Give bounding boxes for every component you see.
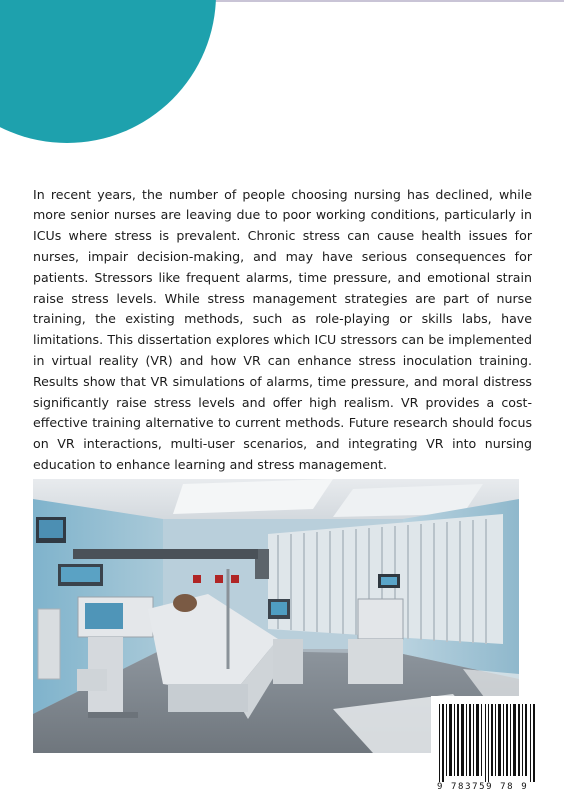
isbn-number: 9 783759 78 9 <box>437 782 529 792</box>
barcode-bars <box>439 704 535 782</box>
back-cover-blurb: In recent years, the number of people choosing nursing has declined, while more senior nurses are leaving due to poor working conditions, particularly in ICUs where stress is prevalent. Chronic stress can cause health issues for nurses, impair decision-making, and may have serious consequences for patients. Stressors like frequent alarms, time pressure, and emotional strain raise stress levels. While stress management strategies are part of nurse training, the existing methods, such as role-playing or skills labs, have limitations. This dissertation explores which ICU stressors can be implemented in virtual reality (VR) and how VR can enhance stress inoculation training. Results show that VR simulations of alarms, time pressure, and moral distress significantly raise stress levels and offer high realism. VR provides a cost-effective training alternative to current methods. Future research should focus on VR interactions, multi-user scenarios, and integrating VR into nursing education to enhance learning and stress management. <box>33 186 532 472</box>
teal-circle-decoration <box>0 0 216 143</box>
isbn-barcode <box>431 696 542 800</box>
